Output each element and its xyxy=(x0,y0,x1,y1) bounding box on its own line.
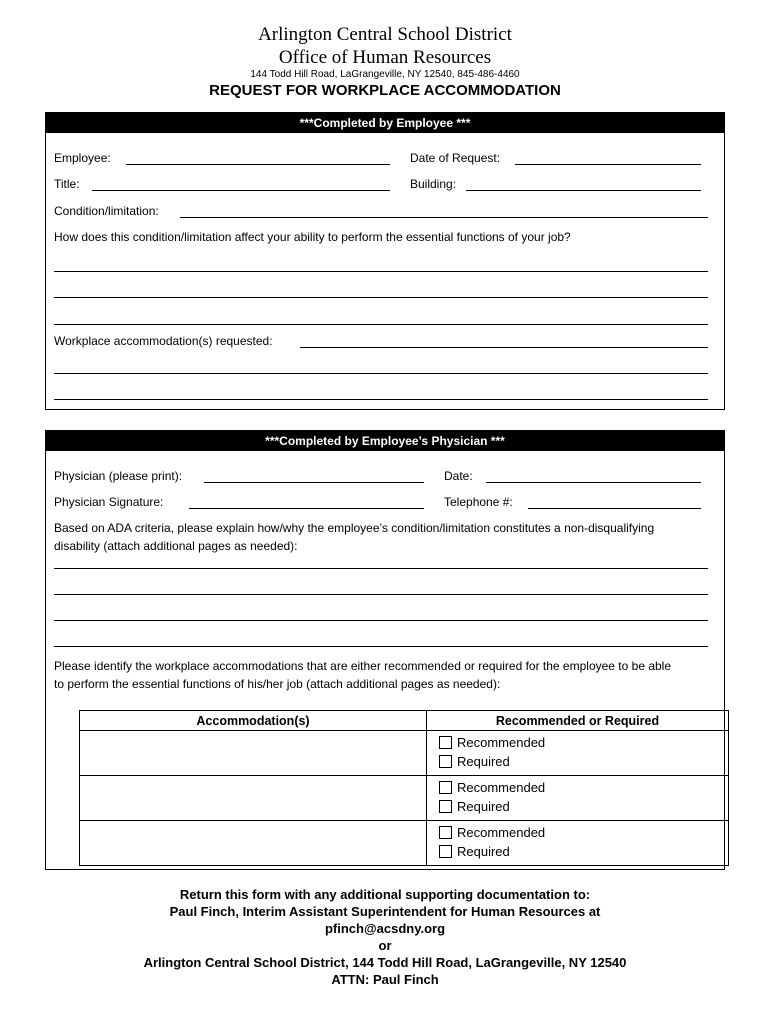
building-field[interactable] xyxy=(466,190,701,191)
contact-name-line: Paul Finch, Interim Assistant Superintendent for Human Resources at xyxy=(169,904,601,919)
recommended-option[interactable] xyxy=(439,778,728,797)
recommended-option[interactable] xyxy=(439,823,728,842)
physician-date-field[interactable] xyxy=(486,482,701,483)
impact-answer-line[interactable] xyxy=(54,297,708,298)
district-address: 144 Todd Hill Road, LaGrangeville, NY 12540, 845-486-4460 xyxy=(250,69,520,80)
checkbox-icon[interactable] xyxy=(439,755,452,768)
required-option[interactable] xyxy=(439,842,728,861)
recommended-label: Recommended xyxy=(457,825,546,840)
table-row xyxy=(80,821,729,866)
accommodation-column-header: Accommodation(s) xyxy=(80,711,427,731)
required-label: Required xyxy=(457,844,510,859)
telephone-field[interactable] xyxy=(528,508,701,509)
table-row xyxy=(80,731,729,776)
physician-section xyxy=(45,430,725,870)
checkbox-icon[interactable] xyxy=(439,781,452,794)
checkbox-icon[interactable] xyxy=(439,800,452,813)
impact-answer-line[interactable] xyxy=(54,271,708,272)
ada-answer-line[interactable] xyxy=(54,568,708,569)
or-separator: or xyxy=(378,938,392,953)
ada-answer-line[interactable] xyxy=(54,646,708,647)
accommodation-cell[interactable] xyxy=(80,731,427,776)
signature-label: Physician Signature: xyxy=(54,495,164,509)
accommodation-table-header xyxy=(80,711,729,731)
title-label: Title: xyxy=(54,177,80,191)
required-option[interactable] xyxy=(439,752,728,771)
date-of-request-label: Date of Request: xyxy=(410,151,501,165)
ada-question-line2: disability (attach additional pages as needed): xyxy=(54,539,298,553)
required-label: Required xyxy=(457,754,510,769)
building-label: Building: xyxy=(410,177,457,191)
accommodation-requested-label: Workplace accommodation(s) requested: xyxy=(54,334,273,348)
accommodation-answer-line[interactable] xyxy=(54,399,708,400)
condition-field[interactable] xyxy=(180,217,708,218)
identify-accommodations-line2: to perform the essential functions of his/her job (attach additional pages as needed): xyxy=(54,677,501,691)
status-cell xyxy=(427,776,729,821)
employee-label: Employee: xyxy=(54,151,111,165)
checkbox-icon[interactable] xyxy=(439,826,452,839)
impact-answer-line[interactable] xyxy=(54,324,708,325)
ada-question-line1: Based on ADA criteria, please explain how/why the employee’s condition/limitation constitutes a non-disqualifying xyxy=(54,521,655,535)
employee-section-banner: ***Completed by Employee *** xyxy=(46,113,724,133)
table-row xyxy=(80,776,729,821)
date-of-request-field[interactable] xyxy=(515,164,701,165)
accommodation-cell[interactable] xyxy=(80,776,427,821)
office-name: Office of Human Resources xyxy=(278,47,492,68)
physician-name-field[interactable] xyxy=(204,482,424,483)
recommended-required-column-header: Recommended or Required xyxy=(427,711,729,731)
physician-date-label: Date: xyxy=(444,469,473,483)
district-name: Arlington Central School District xyxy=(258,24,512,45)
mailing-address: Arlington Central School District, 144 Todd Hill Road, LaGrangeville, NY 12540 xyxy=(143,955,627,970)
physician-section-banner: ***Completed by Employee’s Physician *** xyxy=(46,431,724,451)
signature-field[interactable] xyxy=(189,508,424,509)
checkbox-icon[interactable] xyxy=(439,736,452,749)
ada-answer-line[interactable] xyxy=(54,594,708,595)
required-option[interactable] xyxy=(439,797,728,816)
title-field[interactable] xyxy=(92,190,390,191)
telephone-label: Telephone #: xyxy=(444,495,513,509)
checkbox-icon[interactable] xyxy=(439,845,452,858)
recommended-label: Recommended xyxy=(457,735,546,750)
attention-line: ATTN: Paul Finch xyxy=(331,972,439,987)
employee-field[interactable] xyxy=(126,164,390,165)
identify-accommodations-line1: Please identify the workplace accommodations that are either recommended or required for the employee to be able xyxy=(54,659,672,673)
employee-section xyxy=(45,112,725,410)
condition-label: Condition/limitation: xyxy=(54,204,159,218)
contact-email[interactable]: pfinch@acsdny.org xyxy=(324,921,446,936)
return-line: Return this form with any additional supporting documentation to: xyxy=(179,887,591,902)
impact-question: How does this condition/limitation affect your ability to perform the essential functions of your job? xyxy=(54,230,571,244)
accommodation-cell[interactable] xyxy=(80,821,427,866)
accommodation-answer-line[interactable] xyxy=(54,373,708,374)
accommodation-requested-field[interactable] xyxy=(300,347,708,348)
recommended-label: Recommended xyxy=(457,780,546,795)
return-instructions xyxy=(0,886,770,988)
required-label: Required xyxy=(457,799,510,814)
status-cell xyxy=(427,731,729,776)
recommended-option[interactable] xyxy=(439,733,728,752)
ada-answer-line[interactable] xyxy=(54,620,708,621)
form-title: REQUEST FOR WORKPLACE ACCOMMODATION xyxy=(209,82,561,99)
accommodation-table xyxy=(79,710,729,866)
physician-label: Physician (please print): xyxy=(54,469,183,483)
status-cell xyxy=(427,821,729,866)
